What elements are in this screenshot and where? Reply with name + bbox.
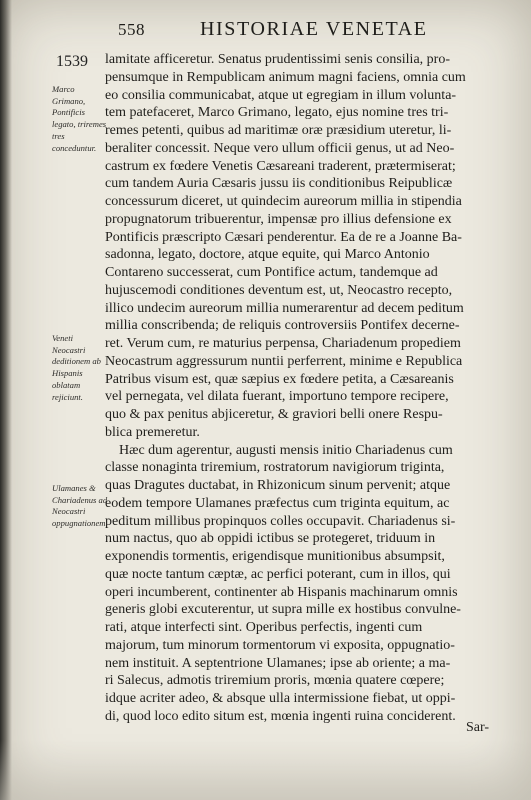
text-line: beraliter concessit. Neque vero ullum officii genus, ut ad Neo- bbox=[105, 140, 455, 156]
body-text bbox=[105, 51, 525, 726]
text-line: quas Dragutes ductabat, in Rhizonicum sinum pervenit; atque bbox=[105, 478, 451, 493]
text-line: illico undecim aureorum millia numerarentur ad decem peditum bbox=[105, 300, 464, 316]
text-line: millia conscribenda; de reliquis controversiis Pontifex decerne- bbox=[105, 318, 460, 334]
text-line: tem patefaceret, Marco Grimano, legato, ejus nomine tres tri- bbox=[105, 105, 449, 121]
text-line: nem instituit. A septentrione Ulamanes; ipse ab oriente; a ma- bbox=[105, 655, 451, 671]
text-line: blica premeretur. bbox=[105, 424, 200, 440]
text-line: quæ nocte tantum cæptæ, ac perfici poterant, cum in illos, qui bbox=[105, 566, 451, 582]
page-gutter-shadow bbox=[0, 0, 12, 800]
text-line: idque acriter adeo, & absque ulla intermissione fiebat, ut oppi- bbox=[105, 691, 456, 706]
text-line: Neocastrum aggressurum nuntii perferrent, minime e Republica bbox=[105, 353, 463, 369]
text-line: eodem tempore Ulamanes præfectus cum triginta equitum, ac bbox=[105, 495, 450, 511]
margin-note-grimano: Marco Grimano, Pontificis legato, triremes tres conceduntur. bbox=[52, 84, 107, 153]
text-line: Patribus visum est, quæ sæpius ex fœdere petita, a Cæsareanis bbox=[105, 371, 454, 387]
text-line: concessurum diceret, ut quindecim aureorum millia in stipendia bbox=[105, 194, 462, 209]
text-line: operi incumberent, continenter ab Hispanis machinarum omnis bbox=[105, 584, 458, 600]
text-line: sadonna, legato, doctore, atque equite, qui Marco Antonio bbox=[105, 247, 430, 263]
text-line: num nactus, quo ab oppidi ictibus se protegeret, triduum in bbox=[105, 531, 436, 547]
text-line: majorum, tum minorum tormentorum vi exposita, oppugnatio- bbox=[105, 637, 455, 653]
text-line: di, quod loco edito situm est, mœnia ingenti ruina conciderent. bbox=[105, 708, 456, 724]
text-line: propugnatorum tribuerentur, impensæ pro illius defensione ex bbox=[105, 211, 452, 227]
text-line: vel pernegata, vel dilata fuerant, importuno tempore recipere, bbox=[105, 389, 449, 405]
text-line: peditum millibus propinquos colles occupavit. Chariadenus si- bbox=[105, 513, 456, 529]
page-bottom-shade bbox=[0, 740, 531, 800]
text-line: ri Salecus, admotis triremium proris, mœnia quatere cœpere; bbox=[105, 673, 445, 689]
text-line: pensumque in Rempublicam animum magni faciens, omnia cum bbox=[105, 69, 466, 85]
text-line: castrum ex fœdere Venetis Cæsareani traderent, prætermiserat; bbox=[105, 158, 456, 174]
text-line: Hæc dum agerentur, augusti mensis initio Chariadenus cum bbox=[119, 442, 453, 458]
text-line: Pontificis præscripto Cæsari penderentur. Ea de re a Joanne Ba- bbox=[105, 229, 462, 245]
text-line: rati, atque interfecti sint. Operibus perfectis, ingenti cum bbox=[105, 620, 423, 635]
page-header bbox=[0, 16, 531, 46]
text-line: Contareno successerat, cum Pontifice actum, tandemque ad bbox=[105, 265, 438, 280]
text-line: cum tandem Auria Cæsaris jussu iis conditionibus Reipublicæ bbox=[105, 176, 453, 192]
text-line: lamitate afficeretur. Senatus prudentissimi senis consilia, pro- bbox=[105, 52, 450, 67]
margin-note-ulamanes: Ulamanes & Chariadenus ad Neocastri oppugnationem. bbox=[52, 483, 108, 529]
text-line: remes petenti, quibus ad maritimæ oræ præsidium uteretur, li- bbox=[105, 123, 452, 138]
text-line: quo & pax penitus abjiceretur, & graviori belli onere Respu- bbox=[105, 407, 443, 422]
text-line: hujuscemodi conditiones deventum est, ut, Neocastro recepto, bbox=[105, 282, 453, 298]
catchword: Sar- bbox=[466, 720, 490, 735]
margin-year: 1539 bbox=[56, 53, 88, 70]
text-line: generis globi excuterentur, ut supra mille ex hostibus convulne- bbox=[105, 602, 461, 618]
text-line: exponendis tormentis, erigendisque munitionibus absumpsit, bbox=[105, 549, 445, 564]
running-head: HISTORIAE VENETAE bbox=[200, 18, 428, 40]
text-line: classe nonaginta triremium, rostratorum navigiorum triginta, bbox=[105, 460, 445, 476]
page-number: 558 bbox=[118, 20, 145, 39]
text-line: ret. Verum cum, re maturius perpensa, Chariadenum propediem bbox=[105, 336, 461, 351]
margin-note-neocastri: Veneti Neocastri deditionem ab Hispanis oblatam rejiciunt. bbox=[52, 333, 101, 402]
text-line: eo consilia communicabat, atque ut egregiam in illum volunta- bbox=[105, 87, 457, 103]
